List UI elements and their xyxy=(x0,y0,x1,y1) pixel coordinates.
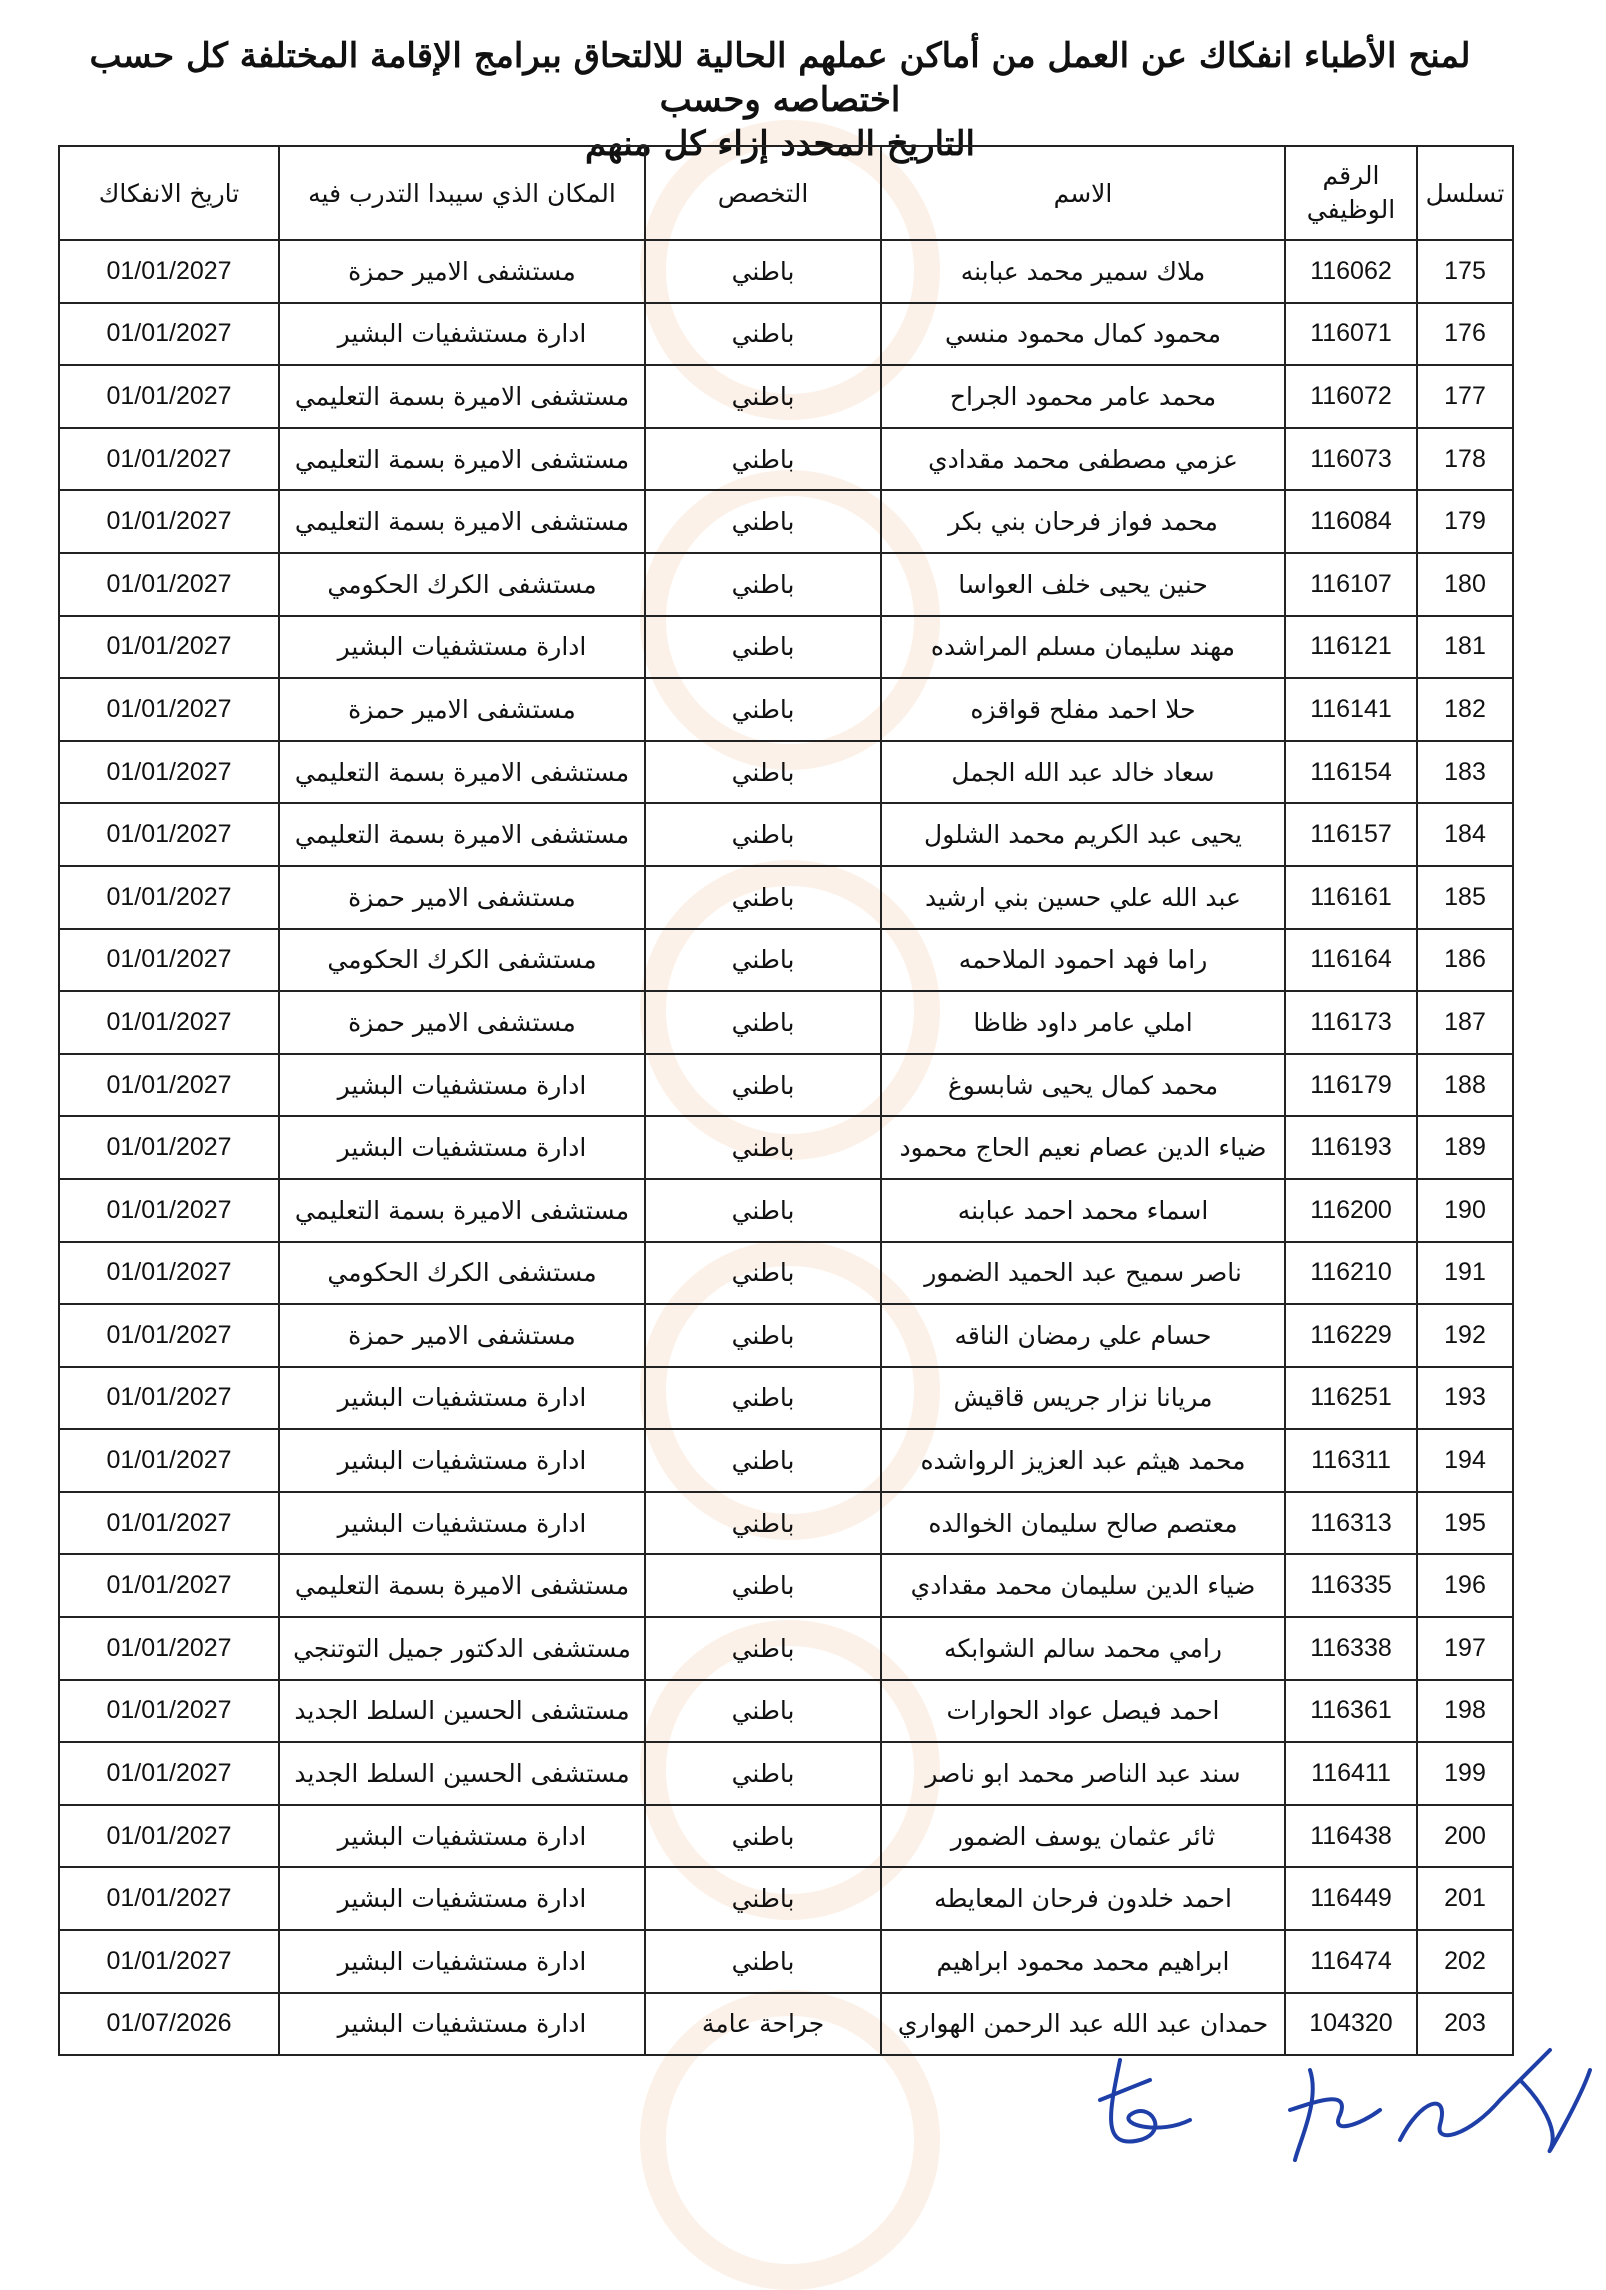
specialty-cell: باطني xyxy=(645,240,881,303)
name-cell: محمد فواز فرحان بني بكر xyxy=(881,490,1285,553)
specialty-cell: باطني xyxy=(645,490,881,553)
serial-cell: 176 xyxy=(1417,303,1513,366)
employee-no-cell: 116062 xyxy=(1285,240,1417,303)
training-place-cell: ادارة مستشفيات البشير xyxy=(279,1867,645,1930)
serial-cell: 195 xyxy=(1417,1492,1513,1555)
training-place-cell: مستشفى الاميرة بسمة التعليمي xyxy=(279,490,645,553)
table-row xyxy=(59,303,1513,366)
release-date-cell: 01/01/2027 xyxy=(59,1054,279,1117)
training-place-cell: مستشفى الاميرة بسمة التعليمي xyxy=(279,428,645,491)
name-cell: ملاك سمير محمد عبابنه xyxy=(881,240,1285,303)
release-date-cell: 01/01/2027 xyxy=(59,1617,279,1680)
name-cell: محمد هيثم عبد العزيز الرواشده xyxy=(881,1429,1285,1492)
name-cell: ثائر عثمان يوسف الضمور xyxy=(881,1805,1285,1868)
employee-no-cell: 116229 xyxy=(1285,1304,1417,1367)
serial-cell: 190 xyxy=(1417,1179,1513,1242)
training-place-cell: ادارة مستشفيات البشير xyxy=(279,1492,645,1555)
name-cell: مريانا نزار جريس قاقيش xyxy=(881,1367,1285,1430)
training-place-cell: مستشفى الحسين السلط الجديد xyxy=(279,1680,645,1743)
table-row xyxy=(59,428,1513,491)
specialty-cell: باطني xyxy=(645,1429,881,1492)
release-date-cell: 01/01/2027 xyxy=(59,741,279,804)
table-row xyxy=(59,490,1513,553)
employee-no-cell: 116449 xyxy=(1285,1867,1417,1930)
release-date-cell: 01/01/2027 xyxy=(59,1554,279,1617)
signature-1 xyxy=(1100,2060,1190,2142)
specialty-cell: باطني xyxy=(645,1742,881,1805)
serial-cell: 183 xyxy=(1417,741,1513,804)
release-date-cell: 01/01/2027 xyxy=(59,1492,279,1555)
serial-cell: 182 xyxy=(1417,678,1513,741)
serial-cell: 194 xyxy=(1417,1429,1513,1492)
name-cell: عزمي مصطفى محمد مقدادي xyxy=(881,428,1285,491)
header-release-date: تاريخ الانفكاك xyxy=(59,146,279,240)
name-cell: محمود كمال محمود منسي xyxy=(881,303,1285,366)
training-place-cell: ادارة مستشفيات البشير xyxy=(279,616,645,679)
specialty-cell: باطني xyxy=(645,1304,881,1367)
table-row xyxy=(59,1805,1513,1868)
table-row xyxy=(59,678,1513,741)
employee-no-cell: 116141 xyxy=(1285,678,1417,741)
release-date-cell: 01/01/2027 xyxy=(59,1867,279,1930)
serial-cell: 191 xyxy=(1417,1242,1513,1305)
name-cell: سند عبد الناصر محمد ابو ناصر xyxy=(881,1742,1285,1805)
release-date-cell: 01/01/2027 xyxy=(59,1242,279,1305)
employee-no-cell: 116084 xyxy=(1285,490,1417,553)
training-place-cell: مستشفى الحسين السلط الجديد xyxy=(279,1742,645,1805)
table-row xyxy=(59,803,1513,866)
employee-no-cell: 116154 xyxy=(1285,741,1417,804)
specialty-cell: جراحة عامة xyxy=(645,1993,881,2056)
training-place-cell: مستشفى الاميرة بسمة التعليمي xyxy=(279,1179,645,1242)
employee-no-cell: 116251 xyxy=(1285,1367,1417,1430)
training-place-cell: ادارة مستشفيات البشير xyxy=(279,1367,645,1430)
table-row xyxy=(59,1867,1513,1930)
employee-no-cell: 104320 xyxy=(1285,1993,1417,2056)
training-place-cell: ادارة مستشفيات البشير xyxy=(279,1116,645,1179)
header-training-place: المكان الذي سيبدا التدرب فيه xyxy=(279,146,645,240)
training-place-cell: مستشفى الامير حمزة xyxy=(279,991,645,1054)
serial-cell: 201 xyxy=(1417,1867,1513,1930)
serial-cell: 177 xyxy=(1417,365,1513,428)
employee-no-cell: 116313 xyxy=(1285,1492,1417,1555)
name-cell: معتصم صالح سليمان الخوالده xyxy=(881,1492,1285,1555)
name-cell: محمد كمال يحيى شابسوغ xyxy=(881,1054,1285,1117)
release-date-cell: 01/01/2027 xyxy=(59,991,279,1054)
employee-no-cell: 116338 xyxy=(1285,1617,1417,1680)
table-row xyxy=(59,1304,1513,1367)
release-date-cell: 01/01/2027 xyxy=(59,240,279,303)
training-place-cell: مستشفى الامير حمزة xyxy=(279,1304,645,1367)
employee-no-cell: 116164 xyxy=(1285,929,1417,992)
serial-cell: 179 xyxy=(1417,490,1513,553)
training-place-cell: مستشفى الاميرة بسمة التعليمي xyxy=(279,803,645,866)
serial-cell: 196 xyxy=(1417,1554,1513,1617)
name-cell: املي عامر داود ظاظا xyxy=(881,991,1285,1054)
release-date-cell: 01/01/2027 xyxy=(59,303,279,366)
training-place-cell: مستشفى الكرك الحكومي xyxy=(279,929,645,992)
serial-cell: 192 xyxy=(1417,1304,1513,1367)
release-date-cell: 01/01/2027 xyxy=(59,1930,279,1993)
release-date-cell: 01/01/2027 xyxy=(59,616,279,679)
employee-no-cell: 116107 xyxy=(1285,553,1417,616)
table-row xyxy=(59,866,1513,929)
training-place-cell: مستشفى الاميرة بسمة التعليمي xyxy=(279,365,645,428)
training-place-cell: ادارة مستشفيات البشير xyxy=(279,1993,645,2056)
employee-no-cell: 116210 xyxy=(1285,1242,1417,1305)
name-cell: ضياء الدين عصام نعيم الحاج محمود xyxy=(881,1116,1285,1179)
table-row xyxy=(59,553,1513,616)
serial-cell: 197 xyxy=(1417,1617,1513,1680)
training-place-cell: مستشفى الاميرة بسمة التعليمي xyxy=(279,741,645,804)
table-row xyxy=(59,991,1513,1054)
table-row xyxy=(59,1429,1513,1492)
table-row xyxy=(59,741,1513,804)
specialty-cell: باطني xyxy=(645,1179,881,1242)
name-cell: ضياء الدين سليمان محمد مقدادي xyxy=(881,1554,1285,1617)
title-line-2: التاريخ المحدد إزاء كل منهم xyxy=(584,124,975,164)
table-row xyxy=(59,1116,1513,1179)
release-date-cell: 01/01/2027 xyxy=(59,1367,279,1430)
serial-cell: 178 xyxy=(1417,428,1513,491)
name-cell: احمد فيصل عواد الحوارات xyxy=(881,1680,1285,1743)
specialty-cell: باطني xyxy=(645,741,881,804)
specialty-cell: باطني xyxy=(645,1867,881,1930)
employee-no-cell: 116071 xyxy=(1285,303,1417,366)
training-place-cell: مستشفى الدكتور جميل التوتنجي xyxy=(279,1617,645,1680)
name-cell: ناصر سميح عبد الحميد الضمور xyxy=(881,1242,1285,1305)
specialty-cell: باطني xyxy=(645,553,881,616)
specialty-cell: باطني xyxy=(645,303,881,366)
specialty-cell: باطني xyxy=(645,991,881,1054)
release-date-cell: 01/01/2027 xyxy=(59,1805,279,1868)
table-row xyxy=(59,1054,1513,1117)
release-date-cell: 01/01/2027 xyxy=(59,490,279,553)
employee-no-cell: 116438 xyxy=(1285,1805,1417,1868)
serial-cell: 199 xyxy=(1417,1742,1513,1805)
header-specialty: التخصص xyxy=(645,146,881,240)
table-row xyxy=(59,365,1513,428)
name-cell: حنين يحيى خلف العواسا xyxy=(881,553,1285,616)
employee-no-cell: 116121 xyxy=(1285,616,1417,679)
employee-no-cell: 116411 xyxy=(1285,1742,1417,1805)
specialty-cell: باطني xyxy=(645,616,881,679)
serial-cell: 175 xyxy=(1417,240,1513,303)
specialty-cell: باطني xyxy=(645,1492,881,1555)
serial-cell: 202 xyxy=(1417,1930,1513,1993)
specialty-cell: باطني xyxy=(645,1930,881,1993)
release-date-cell: 01/01/2027 xyxy=(59,1116,279,1179)
employee-no-cell: 116193 xyxy=(1285,1116,1417,1179)
serial-cell: 180 xyxy=(1417,553,1513,616)
signature-3 xyxy=(1400,2050,1590,2151)
signature-2 xyxy=(1290,2070,1380,2160)
serial-cell: 198 xyxy=(1417,1680,1513,1743)
header-serial: تسلسل xyxy=(1417,146,1513,240)
header-name: الاسم xyxy=(881,146,1285,240)
specialty-cell: باطني xyxy=(645,428,881,491)
employee-no-cell: 116161 xyxy=(1285,866,1417,929)
name-cell: حلا احمد مفلح قواقزه xyxy=(881,678,1285,741)
table-row xyxy=(59,1617,1513,1680)
release-date-cell: 01/01/2027 xyxy=(59,866,279,929)
specialty-cell: باطني xyxy=(645,1617,881,1680)
release-date-cell: 01/01/2027 xyxy=(59,1179,279,1242)
employee-no-cell: 116072 xyxy=(1285,365,1417,428)
training-place-cell: مستشفى الكرك الحكومي xyxy=(279,1242,645,1305)
training-place-cell: مستشفى الامير حمزة xyxy=(279,678,645,741)
specialty-cell: باطني xyxy=(645,678,881,741)
table-row xyxy=(59,1367,1513,1430)
serial-cell: 184 xyxy=(1417,803,1513,866)
table-row xyxy=(59,1680,1513,1743)
table-row xyxy=(59,1492,1513,1555)
table-header-row xyxy=(59,146,1513,240)
table-row xyxy=(59,240,1513,303)
table-body xyxy=(59,240,1513,2055)
residency-roster-table xyxy=(58,145,1514,2056)
training-place-cell: مستشفى الامير حمزة xyxy=(279,866,645,929)
training-place-cell: ادارة مستشفيات البشير xyxy=(279,303,645,366)
specialty-cell: باطني xyxy=(645,1680,881,1743)
name-cell: مهند سليمان مسلم المراشده xyxy=(881,616,1285,679)
release-date-cell: 01/01/2027 xyxy=(59,803,279,866)
specialty-cell: باطني xyxy=(645,866,881,929)
employee-no-cell: 116157 xyxy=(1285,803,1417,866)
release-date-cell: 01/01/2027 xyxy=(59,678,279,741)
specialty-cell: باطني xyxy=(645,1242,881,1305)
training-place-cell: ادارة مستشفيات البشير xyxy=(279,1054,645,1117)
employee-no-cell: 116073 xyxy=(1285,428,1417,491)
table-row xyxy=(59,1179,1513,1242)
release-date-cell: 01/01/2027 xyxy=(59,1304,279,1367)
name-cell: عبد الله علي حسين بني ارشيد xyxy=(881,866,1285,929)
signatures xyxy=(1080,2040,1600,2170)
training-place-cell: ادارة مستشفيات البشير xyxy=(279,1429,645,1492)
name-cell: رامي محمد سالم الشوابكه xyxy=(881,1617,1285,1680)
specialty-cell: باطني xyxy=(645,1367,881,1430)
serial-cell: 203 xyxy=(1417,1993,1513,2056)
specialty-cell: باطني xyxy=(645,1554,881,1617)
specialty-cell: باطني xyxy=(645,1054,881,1117)
table-row xyxy=(59,1242,1513,1305)
name-cell: محمد عامر محمود الجراح xyxy=(881,365,1285,428)
employee-no-cell: 116335 xyxy=(1285,1554,1417,1617)
employee-no-cell: 116474 xyxy=(1285,1930,1417,1993)
release-date-cell: 01/01/2027 xyxy=(59,428,279,491)
specialty-cell: باطني xyxy=(645,1116,881,1179)
table-row xyxy=(59,616,1513,679)
employee-no-cell: 116179 xyxy=(1285,1054,1417,1117)
specialty-cell: باطني xyxy=(645,1805,881,1868)
name-cell: سعاد خالد عبد الله الجمل xyxy=(881,741,1285,804)
serial-cell: 193 xyxy=(1417,1367,1513,1430)
title-line-1: لمنح الأطباء انفكاك عن العمل من أماكن عملهم الحالية للالتحاق ببرامج الإقامة المختلفة كل حسب اختصاصه وحسب xyxy=(89,36,1471,120)
release-date-cell: 01/01/2027 xyxy=(59,1429,279,1492)
serial-cell: 189 xyxy=(1417,1116,1513,1179)
employee-no-cell: 116311 xyxy=(1285,1429,1417,1492)
serial-cell: 188 xyxy=(1417,1054,1513,1117)
header-employee-no: الرقم الوظيفي xyxy=(1285,146,1417,240)
training-place-cell: مستشفى الامير حمزة xyxy=(279,240,645,303)
specialty-cell: باطني xyxy=(645,803,881,866)
employee-no-cell: 116200 xyxy=(1285,1179,1417,1242)
serial-cell: 181 xyxy=(1417,616,1513,679)
release-date-cell: 01/01/2027 xyxy=(59,929,279,992)
name-cell: احمد خلدون فرحان المعايطه xyxy=(881,1867,1285,1930)
release-date-cell: 01/01/2027 xyxy=(59,1742,279,1805)
specialty-cell: باطني xyxy=(645,929,881,992)
specialty-cell: باطني xyxy=(645,365,881,428)
name-cell: حسام علي رمضان الناقه xyxy=(881,1304,1285,1367)
table-row xyxy=(59,1742,1513,1805)
release-date-cell: 01/07/2026 xyxy=(59,1993,279,2056)
serial-cell: 186 xyxy=(1417,929,1513,992)
name-cell: حمدان عبد الله عبد الرحمن الهواري xyxy=(881,1993,1285,2056)
employee-no-cell: 116361 xyxy=(1285,1680,1417,1743)
table-row xyxy=(59,929,1513,992)
name-cell: ابراهيم محمد محمود ابراهيم xyxy=(881,1930,1285,1993)
release-date-cell: 01/01/2027 xyxy=(59,365,279,428)
training-place-cell: ادارة مستشفيات البشير xyxy=(279,1805,645,1868)
release-date-cell: 01/01/2027 xyxy=(59,553,279,616)
table-row xyxy=(59,1554,1513,1617)
employee-no-cell: 116173 xyxy=(1285,991,1417,1054)
name-cell: اسماء محمد احمد عبابنه xyxy=(881,1179,1285,1242)
training-place-cell: مستشفى الاميرة بسمة التعليمي xyxy=(279,1554,645,1617)
training-place-cell: مستشفى الكرك الحكومي xyxy=(279,553,645,616)
serial-cell: 185 xyxy=(1417,866,1513,929)
serial-cell: 187 xyxy=(1417,991,1513,1054)
training-place-cell: ادارة مستشفيات البشير xyxy=(279,1930,645,1993)
release-date-cell: 01/01/2027 xyxy=(59,1680,279,1743)
name-cell: يحيى عبد الكريم محمد الشلول xyxy=(881,803,1285,866)
serial-cell: 200 xyxy=(1417,1805,1513,1868)
name-cell: راما فهد احمود الملاحمه xyxy=(881,929,1285,992)
table-row xyxy=(59,1930,1513,1993)
